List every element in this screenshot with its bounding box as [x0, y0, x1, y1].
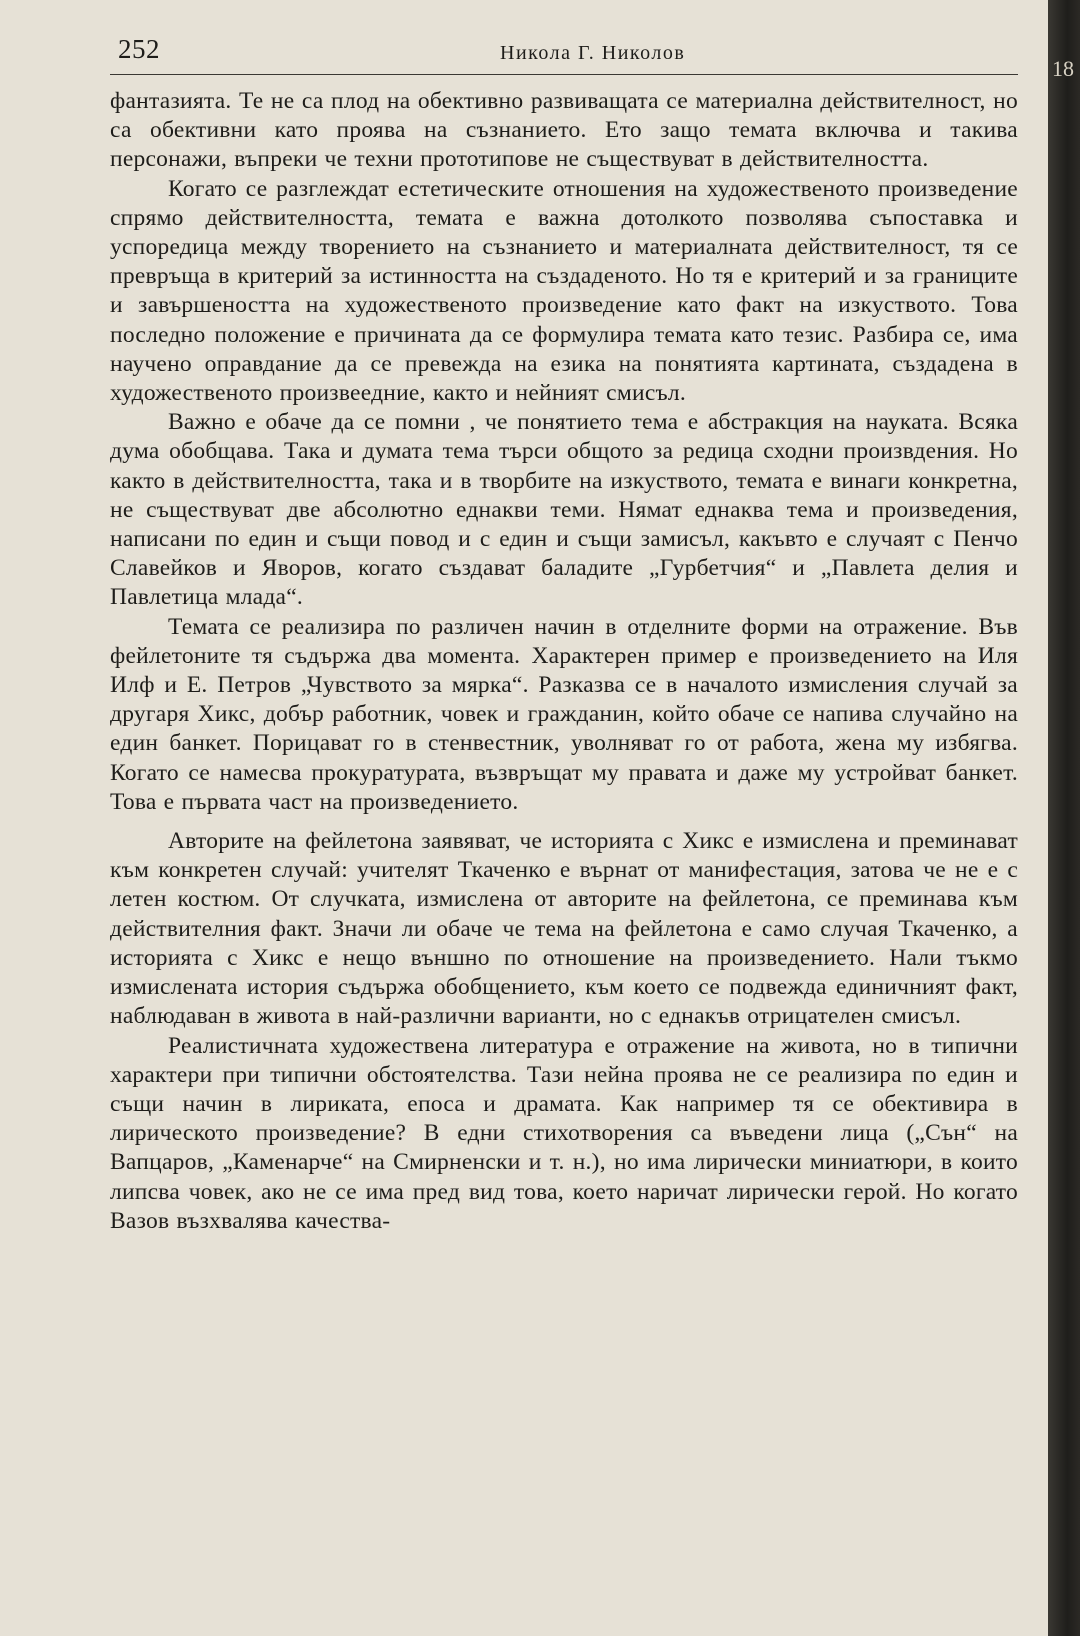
running-header	[110, 30, 1018, 75]
next-page-edge-mark: 18	[1052, 56, 1074, 81]
page-number: 252	[118, 34, 160, 64]
paragraph-5: Авторите на фейлетона заявяват, че историята с Хикс е измислена и преминават към конкретен случай: учителят Ткаченко е върнат от манифестация, затова че не е с летен костюм. От случката, измислена от авторите на фейлетона, се преминава към действителния факт. Значи ли обаче че тема на фейлетона е само случая Ткаченко, а историята с Хикс е нещо външно по отношение на произведението. Нали тъкмо измислената история съдържа обобщението, към което се подвежда единичният факт, наблюдаван в живота в най-различни варианти, но с еднакъв отрицателен смисъл.	[110, 828, 1018, 1030]
body-text	[110, 87, 1018, 1236]
paragraph-4: Темата се реализира по различен начин в отделните форми на отражение. Във фейлетоните тя съдържа два момента. Характерен пример е произведението на Иля Илф и Е. Петров „Чувството за мярка“. Разказва се в началото измисления случай за другаря Хикс, добър работник, човек и гражданин, който обаче се напива случайно на един банкет. Порицават го в стенвестник, уволняват го от работа, жена му избягва. Когато се намесва прокуратурата, възвръщат му правата и даже му устройват банкет. Това е първата част на произведението.	[110, 613, 1018, 815]
paragraph-2: Когато се разглеждат естетическите отношения на художественото произведение спрямо действителността, темата е важна дотолкото позволява съпоставка и успоредица между творението на съзнанието и материалната действителност, тя се превръща в критерий за истинността на създаденото. Но тя е критерий и за границите и завършеността на художественото произведение като факт на изкуството. Това последно положение е причината да се формулира темата като тезис. Разбира се, има научено оправдание да се превежда на езика на понятията картината, създадена в художественото произвеедние, както и нейният смисъл.	[110, 175, 1018, 407]
paragraph-3: Важно е обаче да се помни , че понятието тема е абстракция на науката. Всяка дума обобщава. Така и думата тема търси общото за редица сходни произвдения. Но както в действителността, така и в творбите на изкуството, темата е винаги конкретна, не съществуват две абсолютно еднакви теми. Нямат еднаква тема и произведения, написани по един и същи повод и с един и същи замисъл, какъвто е случаят с Пенчо Славейков и Яворов, когато създават баладите „Гурбетчия“ и „Павлета делия и Павлетица млада“.	[110, 409, 1018, 611]
paragraph-1: фантазията. Те не са плод на обективно развиващата се материална действителност, но са обективни като проява на съзнанието. Ето защо темата включва и такива персонажи, въпреки че техни прототипове не съществуват в действителността.	[110, 88, 1018, 173]
running-head-author: Никола Г. Николов	[500, 42, 686, 64]
scanned-book-spine-edge	[1048, 0, 1080, 1636]
paragraph-6: Реалистичната художествена литература е отражение на живота, но в типични характери при типични обстоятелства. Тази нейна проява не се реализира по един и същи начин в лириката, епоса и драмата. Как например тя се обективира в лирическото произведение? В едни стихотворения са въведени лица („Сън“ на Вапцаров, „Каменарче“ на Смирненски и т. н.), но има лирически миниатюри, в които липсва човек, ако не се има пред вид това, което наричат лирически герой. Но когато Вазов възхвалява качества-	[110, 1032, 1018, 1234]
